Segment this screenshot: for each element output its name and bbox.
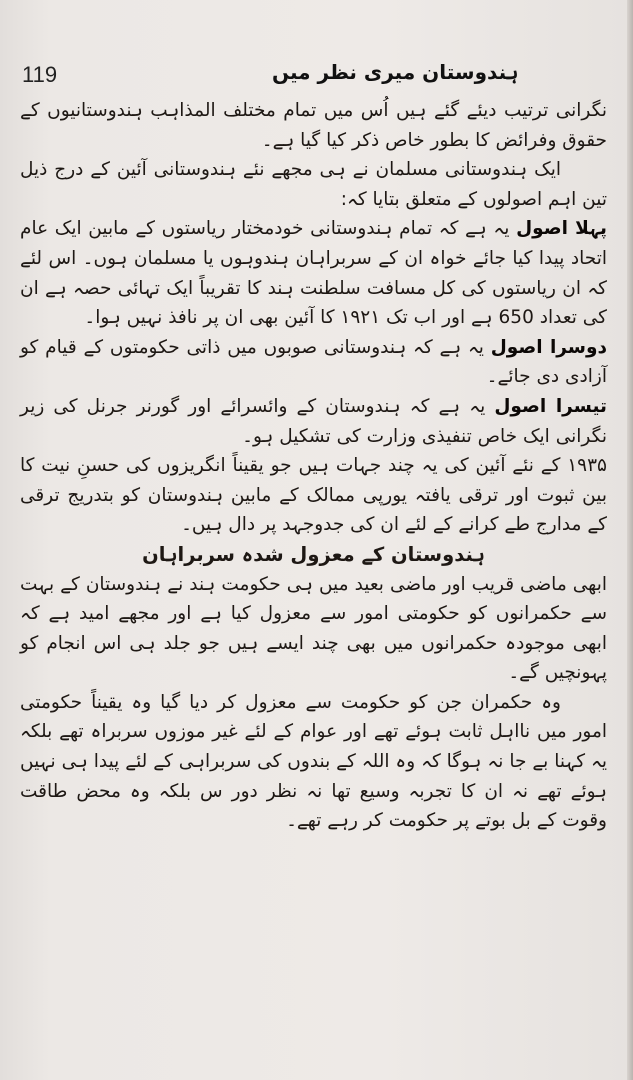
principle-lead: دوسرا اصول [490, 336, 607, 358]
paragraph: وہ حکمران جن کو حکومت سے معزول کر دیا گیا وہ یقیناً حکومتی امور میں نااہل ثابت ہوئے تھے اور عوام کے لئے غیر موزوں سربراہ تھے بلکہ یہ کہنا بے جا نہ ہوگا کہ وہ اللہ کے بندوں کی سربراہی کے لئے پیدا ہی نہیں ہوئے تھے نہ ان کا تجربہ وسیع تھا نہ نظر دور س بلکہ وہ محض طاقت وقوت کے بل بوتے پر حکومت کر رہے تھے۔ [20, 691, 607, 832]
paragraph: ایک ہندوستانی مسلمان نے ہی مجھے نئے ہندوستانی آئین کے درج ذیل تین اہم اصولوں کے متعلق بتایا کہ: [20, 159, 607, 210]
running-title: ہندوستان میری نظر میں [272, 60, 519, 84]
paragraph-1935: ۱۹۳۵ کے نئے آئین کی یہ چند جہات ہیں جو یقیناً انگریزوں کی حسنِ نیت کا بین ثبوت اور ترقی یافتہ یورپی ممالک کے مابین ہندوستان کو بتدریج ترقی کے مدارج طے کرانے کے لئے ان کی جدوجہد پر دال ہیں۔ [20, 455, 607, 536]
paragraph: ابھی ماضی قریب اور ماضی بعید میں ہی حکومت ہند نے ہندوستان کے بہت سے حکمرانوں کو حکومتی امور سے معزول کیا ہے اور مجھے امید ہے کہ ابھی موجودہ حکمرانوں میں بھی چند ایسے ہیں جو جلد ہی اس انجام کو پہونچیں گے۔ [20, 573, 607, 684]
page-header [22, 58, 605, 94]
principle-lead: پہلا اصول [516, 218, 607, 240]
page-number: 119 [22, 62, 58, 87]
principle-1 [20, 214, 607, 332]
principle-lead: تیسرا اصول [494, 395, 607, 417]
page-edge [627, 0, 633, 1080]
principle-text: یہ ہے کہ ہندوستان کے وائسرائے اور گورنر جرنل کی زیر نگرانی ایک خاص تنفیذی وزارت کی تشکیل ہو۔ [20, 395, 607, 447]
paragraph: نگرانی ترتیب دیئے گئے ہیں اُس میں تمام مختلف المذاہب ہندوستانیوں کے حقوق وفرائض کا بطور خاص ذکر کیا گیا ہے۔ [20, 100, 607, 151]
principle-2 [20, 333, 607, 392]
principle-text: یہ ہے کہ ہندوستانی صوبوں میں ذاتی حکومتوں کے قیام کو آزادی دی جائے۔ [20, 336, 607, 388]
page-body [20, 96, 607, 836]
principle-text: یہ ہے کہ تمام ہندوستانی خودمختار ریاستوں کے مابین ایک عام اتحاد پیدا کیا جائے خواہ ان کے سربراہان ہندوہوں یا مسلمان ہوں۔ اس لئے کہ ان ریاستوں کی کل مسافت سلطنت ہند کا تقریباً ایک تہائی حصہ ہے ان کی تعداد 650 ہے اور اب تک ۱۹۲۱ کا آئین بھی ان پر نافذ نہیں ہوا۔ [20, 218, 607, 329]
section-heading: ہندوستان کے معزول شدہ سربراہان [142, 542, 485, 566]
principle-3 [20, 392, 607, 451]
